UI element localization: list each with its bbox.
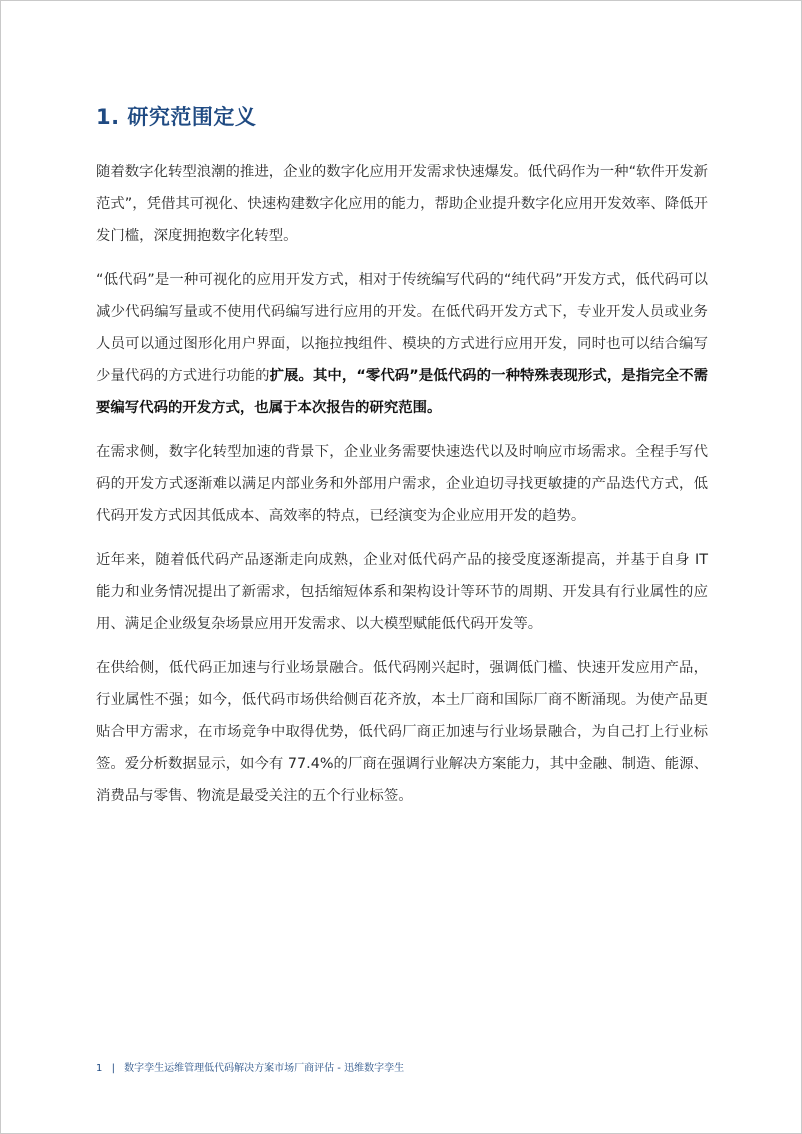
- paragraph-definition-text: “低代码”是一种可视化的应用开发方式，相对于传统编写代码的“纯代码”开发方式，低代码可以减少代码编写量或不使用代码编写进行应用的开发。在低代码开发方式下，专业开发人员或业务人员可以通过图形化用户界面，以拖拉拽组件、模块的方式进行应用开发，同时也可以结合编写少量代码的方式进行功能的: [96, 272, 708, 384]
- paragraph-supply-side: 在供给侧，低代码正加速与行业场景融合。低代码刚兴起时，强调低门槛、快速开发应用产品，行业属性不强；如今，低代码市场供给侧百花齐放，本土厂商和国际厂商不断涌现。为使产品更贴合甲方需求，在市场竞争中取得优势，低代码厂商正加速与行业场景融合，为自己打上行业标签。爱分析数据显示，如今有 77.4%的厂商在强调行业解决方案能力，其中金融、制造、能源、消费品与零售、物流是最受关注的五个行业标签。: [96, 660, 708, 804]
- page-content: [96, 100, 708, 824]
- paragraph-recent-years: 近年来，随着低代码产品逐渐走向成熟，企业对低代码产品的接受度逐渐提高，并基于自身 IT 能力和业务情况提出了新需求，包括缩短体系和架构设计等环节的周期、开发具有行业属性的应用、满足企业级复杂场景应用开发需求、以大模型赋能低代码开发等。: [96, 552, 708, 632]
- page-number: 1: [96, 1063, 103, 1074]
- footer-separator: |: [111, 1063, 115, 1074]
- footer-report-title: 数字孪生运维管理低代码解决方案市场厂商评估 - 迅维数字孪生: [124, 1063, 405, 1074]
- section-title: 1. 研究范围定义: [96, 105, 257, 129]
- paragraph-definition-emphasis: 扩展。其中，“零代码”是低代码的一种特殊表现形式，是指完全不需要编写代码的开发方式，也属于本次报告的研究范围。: [96, 368, 708, 416]
- paragraph-definition: [96, 264, 708, 424]
- paragraph-intro: 随着数字化转型浪潮的推进，企业的数字化应用开发需求快速爆发。低代码作为一种“软件开发新范式”，凭借其可视化、快速构建数字化应用的能力，帮助企业提升数字化应用开发效率、降低开发门槛，深度拥抱数字化转型。: [96, 164, 708, 244]
- paragraph-demand-side: 在需求侧，数字化转型加速的背景下，企业业务需要快速迭代以及时响应市场需求。全程手写代码的开发方式逐渐难以满足内部业务和外部用户需求，企业迫切寻找更敏捷的产品迭代方式，低代码开发方式因其低成本、高效率的特点，已经演变为企业应用开发的趋势。: [96, 444, 708, 524]
- page-footer: [96, 1062, 410, 1076]
